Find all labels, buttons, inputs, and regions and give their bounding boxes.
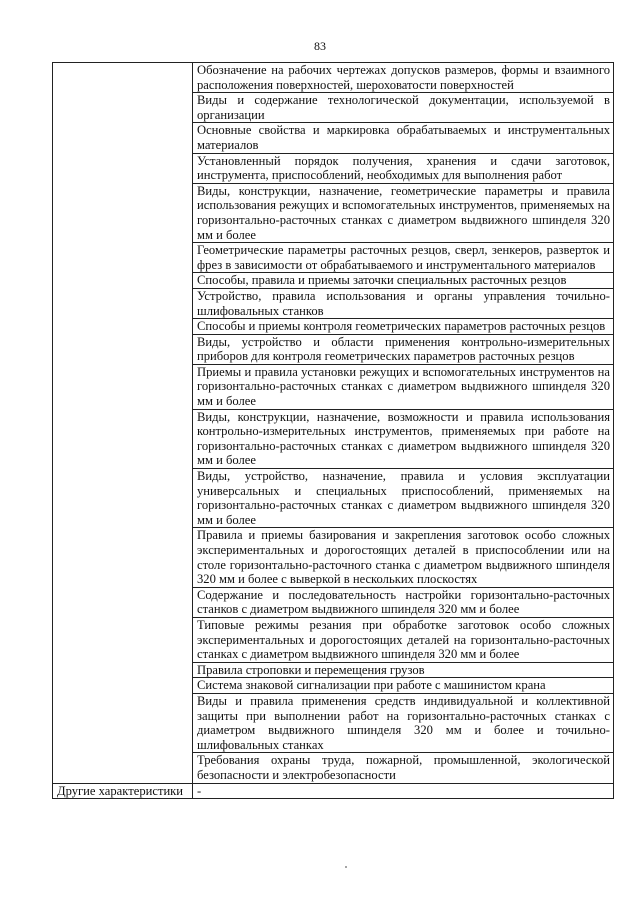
page-number: 83 bbox=[314, 39, 326, 53]
knowledge-item: Виды и правила применения средств индивидуальной и коллективной защиты при выполнении работ на горизонтально-расточных станках с диаметром выдвижного шпинделя 320 мм и более и точильно-шлифовальных станках bbox=[193, 693, 614, 752]
knowledge-item: Виды, устройство, назначение, правила и условия эксплуатации универсальных и специальных приспособлений, применяемых на горизонтально-расточных станках с диаметром выдвижного шпинделя 320 мм и более bbox=[193, 469, 614, 528]
knowledge-item: Геометрические параметры расточных резцов, сверл, зенкеров, разверток и фрез в зависимости от обрабатываемого и инструментального материалов bbox=[193, 243, 614, 273]
table-row bbox=[53, 63, 614, 93]
other-characteristics-label: Другие характеристики bbox=[53, 783, 193, 799]
knowledge-item: Обозначение на рабочих чертежах допусков размеров, формы и взаимного расположения поверхностей, шероховатости поверхностей bbox=[193, 63, 614, 93]
knowledge-item: Правила строповки и перемещения грузов bbox=[193, 662, 614, 678]
knowledge-item: Виды, конструкции, назначение, возможности и правила использования контрольно-измерительных инструментов, применяемых при работе на горизонтально-расточных станках с диаметром выдвижного шпинделя 320 мм и более bbox=[193, 409, 614, 468]
knowledge-item: Виды, конструкции, назначение, геометрические параметры и правила использования режущих и вспомогательных инструментов, применяемых на горизонтально-расточных станках с диаметром выдвижного шпинделя 320 мм и более bbox=[193, 183, 614, 242]
knowledge-item: Приемы и правила установки режущих и вспомогательных инструментов на горизонтально-расточных станках с диаметром выдвижного шпинделя 320 мм и более bbox=[193, 364, 614, 409]
knowledge-item: Типовые режимы резания при обработке заготовок особо сложных экспериментальных и дорогостоящих деталей на горизонтально-расточных станках с диаметром выдвижного шпинделя 320 мм и более bbox=[193, 617, 614, 662]
knowledge-item: Способы, правила и приемы заточки специальных расточных резцов bbox=[193, 273, 614, 289]
scan-speck bbox=[345, 866, 347, 868]
knowledge-item: Установленный порядок получения, хранения и сдачи заготовок, инструмента, приспособлений, необходимых для выполнения работ bbox=[193, 153, 614, 183]
other-characteristics-value: - bbox=[193, 783, 614, 799]
knowledge-item: Устройство, правила использования и органы управления точильно-шлифовальных станков bbox=[193, 288, 614, 318]
knowledge-item: Основные свойства и маркировка обрабатываемых и инструментальных материалов bbox=[193, 123, 614, 153]
knowledge-item: Способы и приемы контроля геометрических параметров расточных резцов bbox=[193, 319, 614, 335]
knowledge-item: Виды, устройство и области применения контрольно-измерительных приборов для контроля геометрических параметров расточных резцов bbox=[193, 334, 614, 364]
table-row-other bbox=[53, 783, 614, 799]
knowledge-item: Виды и содержание технологической документации, используемой в организации bbox=[193, 93, 614, 123]
knowledge-item: Правила и приемы базирования и закрепления заготовок особо сложных экспериментальных и дорогостоящих деталей в приспособлении или на столе горизонтально-расточного станка с диаметром выдвижного шпинделя 320 мм и более с выверкой в нескольких плоскостях bbox=[193, 528, 614, 587]
knowledge-table bbox=[52, 62, 614, 799]
knowledge-item: Содержание и последовательность настройки горизонтально-расточных станков с диаметром выдвижного шпинделя 320 мм и более bbox=[193, 587, 614, 617]
knowledge-label-cell bbox=[53, 63, 193, 784]
knowledge-item: Система знаковой сигнализации при работе с машинистом крана bbox=[193, 678, 614, 694]
knowledge-item: Требования охраны труда, пожарной, промышленной, экологической безопасности и электробезопасности bbox=[193, 753, 614, 783]
